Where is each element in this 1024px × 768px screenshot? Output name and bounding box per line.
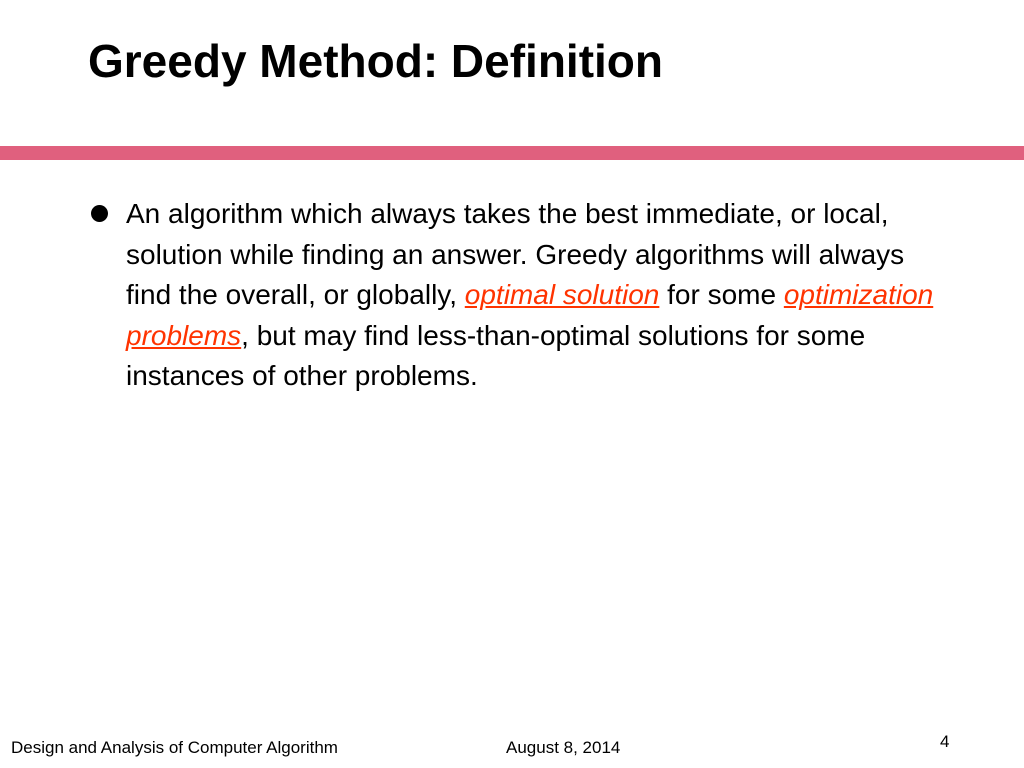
optimization-problems-link[interactable]: optimization problems	[126, 279, 934, 351]
page-number: 4	[940, 732, 950, 751]
bullet-item	[88, 194, 948, 397]
bullet-list	[88, 194, 948, 397]
optimal-solution-link[interactable]: optimal solution	[464, 279, 660, 310]
title-divider	[0, 146, 1024, 160]
bullet-text-part-3: , but may find less-than-optimal solutions for some instances of other problems.	[126, 319, 866, 391]
footer-date: August 8, 2014	[506, 738, 621, 757]
footer-course-title: Design and Analysis of Computer Algorithm	[11, 738, 338, 757]
bullet-text-part-1: An algorithm which always takes the best immediate, or local, solution while finding an answer. Greedy algorithms will always find the overall, or globally,	[126, 198, 905, 310]
bullet-text-part-2: for some	[659, 279, 784, 310]
bullet-icon	[91, 205, 108, 222]
slide-title: Greedy Method: Definition	[88, 35, 663, 87]
